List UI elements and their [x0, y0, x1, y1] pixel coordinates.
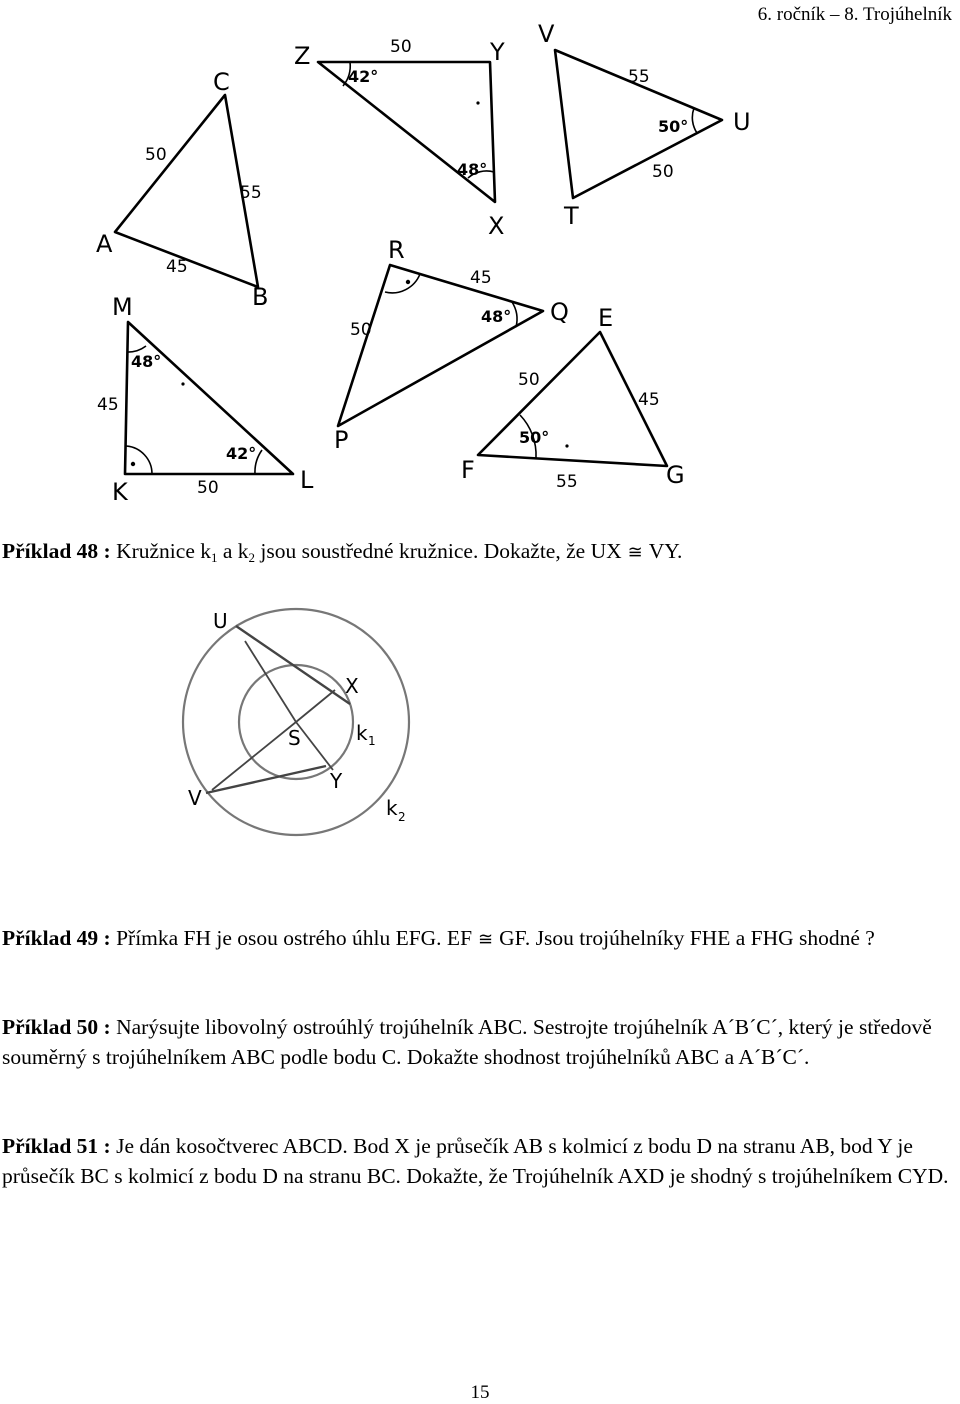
example-49-text-a: Přímka FH je osou ostrého úhlu EFG. EF: [110, 926, 473, 950]
label-k1: k: [356, 721, 368, 745]
example-51-label: Příklad 51 :: [2, 1134, 111, 1158]
example-51-text: Je dán kosočtverec ABCD. Bod X je průsečík AB s kolmicí z bodu D na stranu AB, bod Y je průsečík BC s kolmicí z bodu D na stranu BC. Dokažte, že Trojúhelník AXD je shodný s trojúhelníkem CYD.: [2, 1134, 949, 1188]
label-v: V: [538, 20, 555, 48]
label-y: Y: [490, 38, 505, 66]
example-49: [2, 923, 957, 954]
side-fg: 55: [556, 472, 578, 492]
label-l: L: [300, 466, 314, 494]
example-50: [2, 1012, 957, 1072]
label-k: K: [112, 478, 128, 506]
label-g: G: [666, 461, 685, 489]
label-r: R: [388, 236, 405, 264]
label-c: C: [213, 68, 230, 96]
side-ef: 50: [518, 370, 540, 390]
example-48-text-a: Kružnice k: [110, 539, 211, 563]
label-b: B: [252, 283, 269, 311]
angle-f: 50°: [519, 428, 550, 447]
subscript-1: 1: [211, 550, 218, 565]
example-50-text: Narýsujte libovolný ostroúhlý trojúhelník ABC. Sestrojte trojúhelník A´B´C´, který je středově souměrný s trojúhelníkem ABC podle bodu C. Dokažte shodnost trojúhelníků ABC a A´B´C´.: [2, 1015, 932, 1069]
side-vu: 55: [628, 67, 650, 87]
side-ac: 50: [145, 145, 167, 165]
side-ut: 50: [652, 162, 674, 182]
subscript-2: 2: [248, 550, 256, 565]
side-kl: 50: [197, 478, 219, 498]
example-48-label: Příklad 48 :: [2, 539, 111, 563]
page-header: 6. ročník – 8. Trojúhelník: [757, 4, 952, 25]
label-q: Q: [550, 298, 569, 326]
angle-m: 48°: [131, 352, 162, 371]
side-mk: 45: [97, 395, 119, 415]
example-50-label: Příklad 50 :: [2, 1015, 111, 1039]
example-49-label: Příklad 49 :: [2, 926, 111, 950]
label-y-circle: Y: [330, 769, 343, 793]
label-k2: k: [386, 796, 398, 820]
angle-z: 42°: [348, 67, 379, 86]
side-eg: 45: [638, 390, 660, 410]
congruent-symbol: ≅: [627, 542, 643, 562]
label-z: Z: [294, 42, 311, 70]
example-51: [2, 1131, 957, 1191]
label-e: E: [598, 304, 614, 332]
label-a: A: [96, 230, 113, 258]
congruent-symbol-49: ≅: [478, 929, 494, 949]
label-m: M: [112, 293, 133, 321]
label-k2-sub: 2: [398, 810, 406, 824]
label-k1-sub: 1: [368, 734, 376, 748]
label-u-circle: U: [213, 609, 228, 633]
label-v-circle: V: [188, 786, 202, 810]
label-x-circle: X: [345, 674, 359, 698]
page-number: 15: [470, 1382, 490, 1403]
side-zy: 50: [390, 37, 412, 57]
label-x: X: [488, 212, 505, 240]
label-f: F: [461, 456, 475, 484]
angle-l: 42°: [226, 444, 257, 463]
side-ab: 45: [166, 257, 188, 277]
example-49-text-b: GF. Jsou trojúhelníky FHE a FHG shodné ?: [499, 926, 875, 950]
side-cb: 55: [240, 183, 262, 203]
label-u: U: [733, 108, 751, 136]
label-t: T: [564, 202, 579, 230]
example-48-text-c: jsou soustředné kružnice. Dokažte, že UX: [255, 539, 622, 563]
label-p: P: [334, 426, 349, 454]
example-48-text-b: a k: [217, 539, 249, 563]
angle-u: 50°: [658, 117, 689, 136]
angle-q: 48°: [481, 307, 512, 326]
label-s-circle: S: [288, 726, 301, 750]
angle-x: 48°: [457, 160, 488, 179]
side-rq: 45: [470, 268, 492, 288]
side-rp: 50: [350, 320, 372, 340]
example-48-text-d: VY.: [648, 539, 683, 563]
